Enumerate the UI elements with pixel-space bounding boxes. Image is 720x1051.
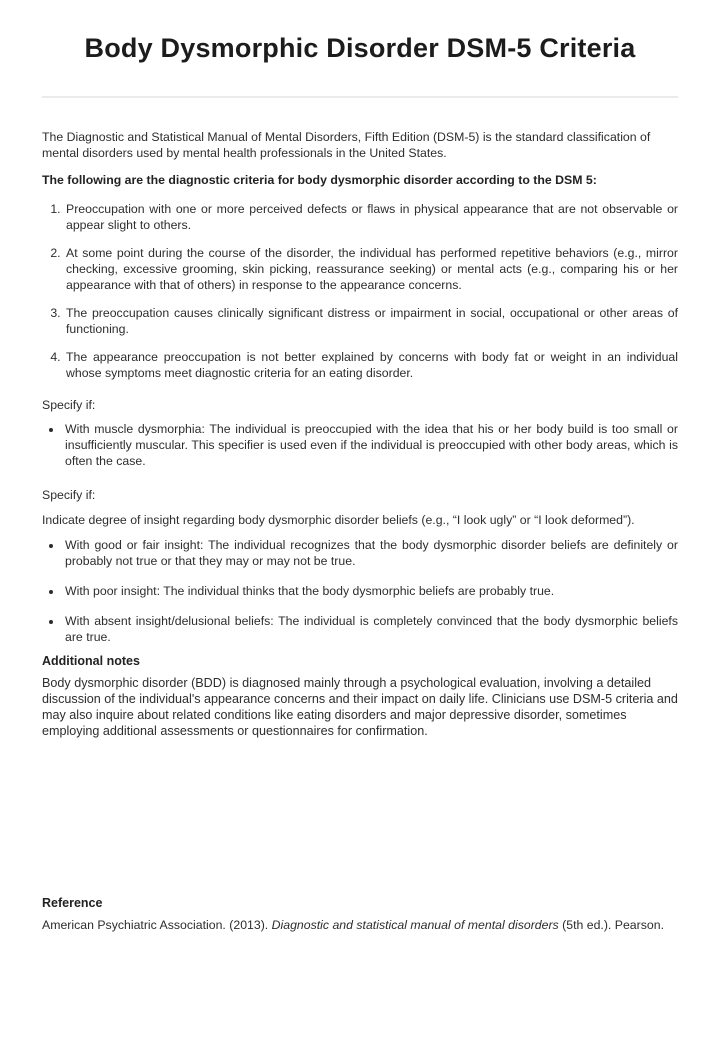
additional-notes-heading: Additional notes <box>42 654 140 669</box>
additional-notes-paragraph: Body dysmorphic disorder (BDD) is diagnosed mainly through a psychological evaluation, involving a detailed discussion of the individual's appearance concerns and their impact on daily life. Clinicians use DSM-5 criteria and may also inquire about related conditions like eating disorders and major depressive disorder, sometimes employing additional assessments or questionnaires for confirmation. <box>42 676 678 739</box>
reference-citation-pre: American Psychiatric Association. (2013). <box>42 918 272 933</box>
insight-bullet: • With poor insight: The individual thinks that the body dysmorphic beliefs are probably true. <box>63 583 678 599</box>
document-page <box>0 33 720 1051</box>
reference-citation-title: Diagnostic and statistical manual of mental disorders <box>271 918 559 933</box>
specify-label: Specify if: <box>42 488 96 503</box>
criterion-item: 4. The appearance preoccupation is not better explained by concerns with body fat or weight in an individual whose symptoms meet diagnostic criteria for an eating disorder. <box>64 349 678 381</box>
muscle-dysmorphia-bullet: • With muscle dysmorphia: The individual is preoccupied with the idea that his or her body build is too small or insufficiently muscular. This specifier is used even if the individual is preoccupied with other body areas, which is often the case. <box>63 421 678 469</box>
reference-citation-post: (5th ed.). Pearson. <box>558 918 664 933</box>
insight-bullet: • With absent insight/delusional beliefs: The individual is completely convinced that the body dysmorphic beliefs are true. <box>63 613 678 645</box>
muscle-dysmorphia-list <box>42 421 678 469</box>
criteria-heading: The following are the diagnostic criteria for body dysmorphic disorder according to the DSM 5: <box>42 173 597 188</box>
reference-section <box>42 895 678 933</box>
criterion-item: 1. Preoccupation with one or more perceived defects or flaws in physical appearance that are not observable or appear slight to others. <box>64 201 678 233</box>
reference-heading: Reference <box>42 896 103 911</box>
insight-bullet: • With good or fair insight: The individual recognizes that the body dysmorphic disorder beliefs are definitely or probably not true or that they may or may not be true. <box>63 537 678 569</box>
criterion-item: 3. The preoccupation causes clinically significant distress or impairment in social, occupational or other areas of functioning. <box>64 305 678 337</box>
criterion-item: 2. At some point during the course of the disorder, the individual has performed repetitive behaviors (e.g., mirror checking, excessive grooming, skin picking, reassurance seeking) or mental acts (e.g., comparing his or her appearance with that of others) in response to the appearance concerns. <box>64 245 678 293</box>
page-title: Body Dysmorphic Disorder DSM-5 Criteria <box>84 33 636 63</box>
specify-label: Specify if: <box>42 398 96 413</box>
title-divider <box>42 96 678 98</box>
intro-paragraph: The Diagnostic and Statistical Manual of Mental Disorders, Fifth Edition (DSM-5) is the standard classification of mental disorders used by mental health professionals in the United States. <box>42 130 651 161</box>
insight-intro-paragraph: Indicate degree of insight regarding body dysmorphic disorder beliefs (e.g., “I look ugly” or “I look deformed”). <box>42 513 635 528</box>
criteria-list <box>42 201 678 381</box>
insight-list <box>42 537 678 645</box>
reference-citation <box>42 917 678 933</box>
